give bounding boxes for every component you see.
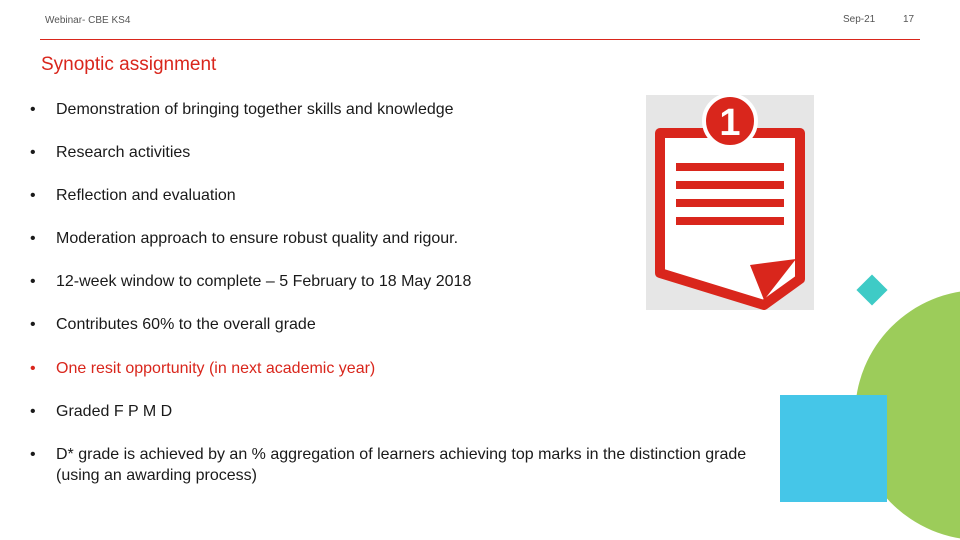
bullet-text: One resit opportunity (in next academic year) [56,360,376,377]
badge-number: 1 [719,102,741,144]
bullet-dot: • [30,316,36,333]
page-number: 17 [903,14,915,25]
bullet-text: Reflection and evaluation [56,187,236,204]
bullet-item [30,401,790,422]
clipboard-number-icon [646,95,814,310]
bullet-dot: • [30,446,36,463]
bullet-dot: • [30,144,36,161]
bullet-text: 12-week window to complete – 5 February to 18 May 2018 [56,273,472,290]
blue-square-shape [780,395,887,502]
bullet-dot: • [30,273,36,290]
header-left-text: Webinar- CBE KS4 [45,15,131,26]
header-date: Sep-21 [843,14,876,25]
bullet-text: Demonstration of bringing together skills and knowledge [56,101,454,118]
header-rule [40,39,920,40]
bullet-item [30,314,790,335]
bullet-text: D* grade is achieved by an % aggregation of learners achieving top marks in the distinction grade (using an awarding process) [56,446,747,484]
bullet-dot: • [30,187,36,204]
bullet-dot: • [30,403,36,420]
bullet-dot: • [30,360,36,377]
bullet-text: Research activities [56,144,191,161]
bullet-text: Contributes 60% to the overall grade [56,316,316,333]
clipboard-image [646,95,814,310]
bullet-text: Moderation approach to ensure robust quality and rigour. [56,230,459,247]
bullet-item [30,444,790,486]
slide-title: Synoptic assignment [41,54,217,75]
bullet-text: Graded F P M D [56,403,173,420]
bullet-item-highlight [30,358,790,379]
bullet-dot: • [30,230,36,247]
bullet-dot: • [30,101,36,118]
